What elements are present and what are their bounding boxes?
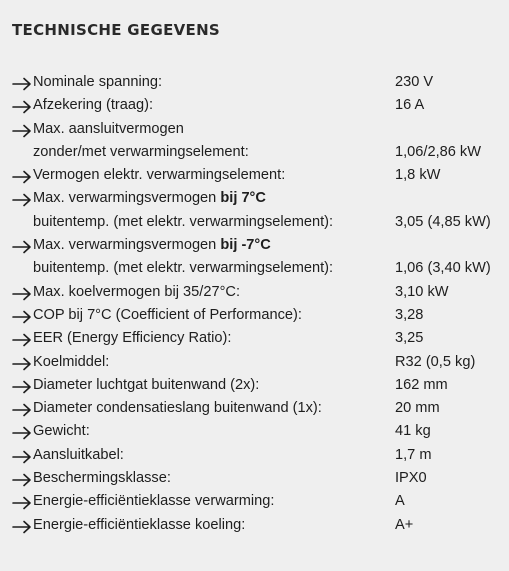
spec-label: zonder/met verwarmingselement: <box>33 143 249 160</box>
spec-value: A+ <box>395 516 414 533</box>
arrow-right-icon <box>12 356 32 370</box>
spec-value: 3,05 (4,85 kW) <box>395 213 491 230</box>
spec-value: 1,7 m <box>395 446 432 463</box>
section-title: TECHNISCHE GEGEVENS <box>12 21 221 39</box>
arrow-right-icon <box>12 449 32 463</box>
spec-label: Nominale spanning: <box>33 74 162 90</box>
spec-label: Max. aansluitvermogen <box>33 120 184 137</box>
spec-label-emphasis: bij 7°C <box>220 190 266 207</box>
spec-label: Beschermingsklasse: <box>33 470 171 487</box>
specs-list <box>12 71 509 537</box>
arrow-right-icon <box>12 169 32 183</box>
arrow-right-icon <box>12 76 32 90</box>
spec-label: Max. koelvermogen bij 35/27°C: <box>33 283 241 300</box>
spec-label: Diameter condensatieslang buitenwand (1x): <box>33 400 322 417</box>
spec-row <box>12 490 509 513</box>
spec-row-continuation <box>12 211 509 234</box>
spec-value: 162 mm <box>395 376 448 393</box>
arrow-right-icon <box>12 425 32 439</box>
spec-row <box>12 187 509 210</box>
spec-label: Aansluitkabel: <box>33 446 124 463</box>
spec-label: Energie-efficiëntieklasse verwarming: <box>33 493 275 510</box>
spec-label-emphasis: bij -7°C <box>220 237 271 254</box>
spec-label: COP bij 7°C (Coefficient of Performance): <box>33 306 302 323</box>
spec-label: Afzekering (traag): <box>33 97 154 114</box>
spec-value: 3,28 <box>395 306 424 323</box>
arrow-right-icon <box>12 286 32 300</box>
spec-row <box>12 164 509 187</box>
spec-row <box>12 71 509 94</box>
spec-value: 1,06/2,86 kW <box>395 143 481 160</box>
arrow-right-icon <box>12 123 32 137</box>
spec-value: R32 (0,5 kg) <box>395 353 476 370</box>
spec-row <box>12 94 509 117</box>
spec-label: Energie-efficiëntieklasse koeling: <box>33 516 246 533</box>
spec-label: Vermogen elektr. verwarmingselement: <box>33 167 286 184</box>
spec-row <box>12 420 509 443</box>
spec-row <box>12 304 509 327</box>
spec-label: buitentemp. (met elektr. verwarmingselement): <box>33 260 334 277</box>
spec-label: EER (Energy Efficiency Ratio): <box>33 330 232 347</box>
spec-row-continuation <box>12 257 509 280</box>
spec-value: 1,06 (3,40 kW) <box>395 260 491 277</box>
spec-label: buitentemp. (met elektr. verwarmingselement): <box>33 213 334 230</box>
arrow-right-icon <box>12 309 32 323</box>
spec-row <box>12 281 509 304</box>
arrow-right-icon <box>12 99 32 113</box>
spec-label: Diameter luchtgat buitenwand (2x): <box>33 376 260 393</box>
spec-row <box>12 327 509 350</box>
arrow-right-icon <box>12 332 32 346</box>
spec-value: A <box>395 493 405 510</box>
arrow-right-icon <box>12 472 32 486</box>
spec-label: Gewicht: <box>33 423 90 440</box>
arrow-right-icon <box>12 402 32 416</box>
spec-row-continuation <box>12 141 509 164</box>
spec-row <box>12 467 509 490</box>
spec-label: Koelmiddel: <box>33 353 110 370</box>
spec-row <box>12 234 509 257</box>
spec-value: 1,8 kW <box>395 167 441 184</box>
arrow-right-icon <box>12 192 32 206</box>
spec-row <box>12 514 509 537</box>
spec-label: Max. verwarmingsvermogen bij -7°C <box>33 237 271 254</box>
spec-label: Max. verwarmingsvermogen bij 7°C <box>33 190 266 207</box>
spec-row <box>12 397 509 420</box>
arrow-right-icon <box>12 519 32 533</box>
spec-value: 41 kg <box>395 423 431 440</box>
arrow-right-icon <box>12 495 32 509</box>
spec-row <box>12 351 509 374</box>
spec-value: 3,10 kW <box>395 283 449 300</box>
spec-row <box>12 118 509 141</box>
arrow-right-icon <box>12 239 32 253</box>
spec-value: 16 A <box>395 97 425 114</box>
spec-value: 20 mm <box>395 400 440 417</box>
spec-value: 230 V <box>395 74 434 90</box>
arrow-right-icon <box>12 379 32 393</box>
spec-value: 3,25 <box>395 330 424 347</box>
spec-value: IPX0 <box>395 470 427 487</box>
spec-row <box>12 374 509 397</box>
spec-row <box>12 444 509 467</box>
